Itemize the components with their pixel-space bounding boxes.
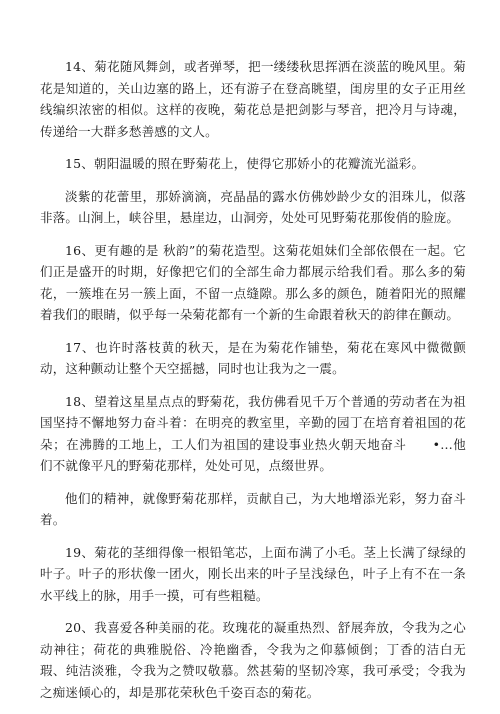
paragraph-15-continued: 淡紫的花蕾里，那娇滴滴，亮晶晶的露水仿佛妙龄少女的泪珠儿，似落非落。山涧上，峡谷里，悬崖边，山洞旁，处处可见野菊花那俊俏的脸庞。 [40, 188, 466, 225]
paragraph-16: 16、更有趣的是 秋韵”的菊花造型。这菊花姐妹们全部依偎在一起。它们正是盛开的时期，好像把它们的全部生命力都展示给我们看。那么多的菊花，一簇堆在另一簇上面，不留一点缝隙。那么多的颜色，随着阳光的照耀着我们的眼睛，似乎每一朵菊花都有一个新的生命跟着秋天的韵律在颤动。 [40, 242, 466, 322]
paragraph-19: 19、菊花的茎细得像一根铅笔芯，上面布满了小毛。茎上长满了绿绿的叶子。叶子的形状像一团火，刚长出来的叶子呈浅绿色，叶子上有不在一条水平线上的脉，用手一摸，可有些粗糙。 [40, 544, 466, 603]
paragraph-18-continued: 他们的精神，就像野菊花那样，贡献自己，为大地增添光彩，努力奋斗着。 [40, 490, 466, 527]
paragraph-15: 15、朝阳温暖的照在野菊花上，使得它那娇小的花瓣流光溢彩。 [65, 156, 425, 171]
paragraph-18: 18、望着这星星点点的野菊花，我仿佛看见千万个普通的劳动者在为祖国坚持不懈地努力奋斗着：在明亮的教室里，辛勤的园丁在培育着祖国的花朵；在沸腾的工地上，工人们为祖国的建设事业热火朝天地奋斗 •…他们不就像平凡的野菊花那样，处处可见，点缀世界。 [40, 393, 466, 473]
paragraph-14: 14、菊花随风舞剑，或者弹琴，把一缕缕秋思挥洒在淡蓝的晚风里。菊花是知道的，关山边塞的路上，还有游子在登高眺望，闺房里的女子正用丝线编织浓密的相似。这样的夜晚，菊花总是把剑影与琴音，把冷月与诗魂，传递给一大群多愁善感的文人。 [40, 59, 466, 139]
paragraph-17: 17、也许时落枝黄的秋天，是在为菊花作铺垫，菊花在寒风中微微颤动，这种颤动让整个天空摇撼，同时也让我为之一震。 [40, 339, 466, 376]
document-body [40, 56, 466, 714]
paragraph-20: 20、我喜爱各种美丽的花。玫瑰花的凝重热烈、舒展奔放，令我为之心动神往；荷花的典雅脱俗、冷艳幽香，令我为之仰慕倾倒；丁香的洁白无瑕、纯洁淡雅，令我为之赞叹敬慕。然甚菊的坚韧冷寒，我可承受；令我为之痴迷倾心的，却是那花荣秋色千姿百态的菊花。 [40, 620, 466, 700]
